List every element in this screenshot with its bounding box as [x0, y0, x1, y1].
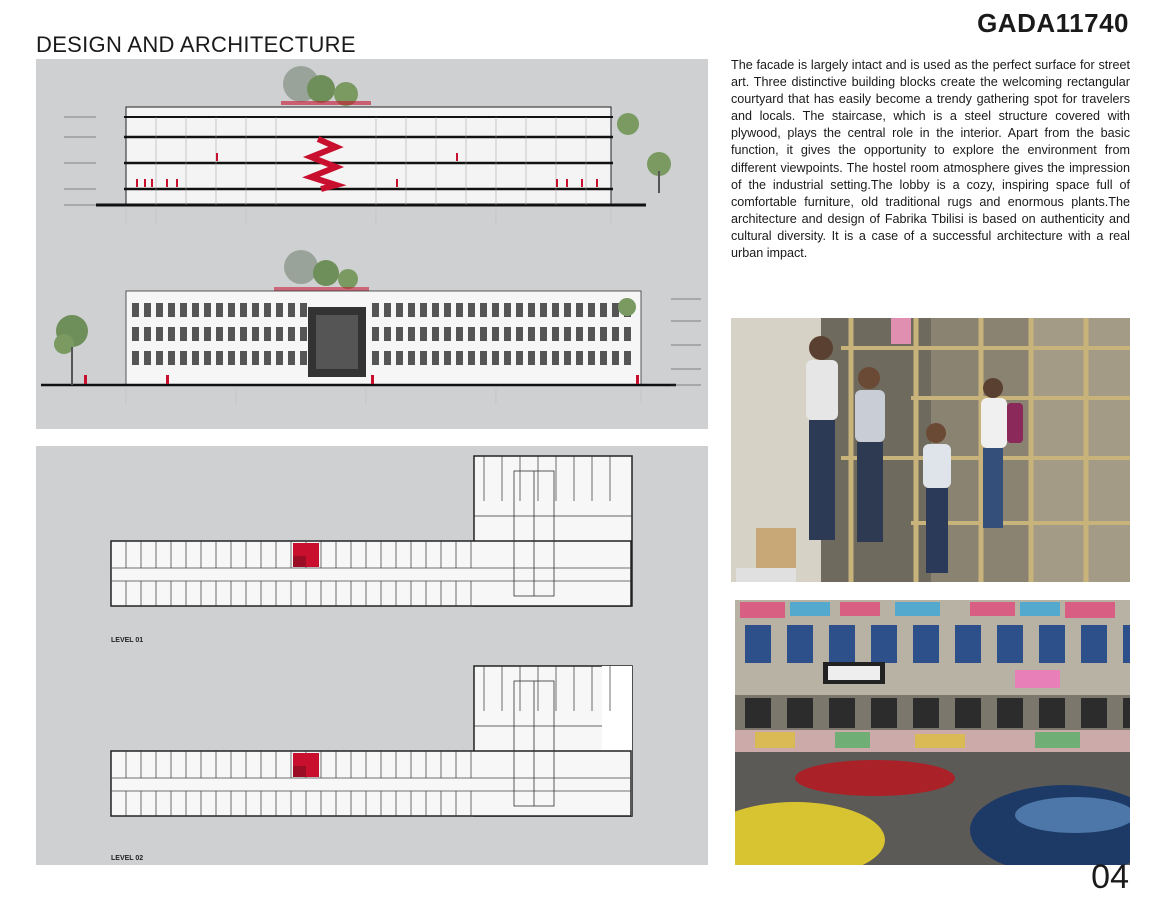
building-elevation	[41, 250, 701, 404]
page-number: 04	[1091, 858, 1129, 896]
floor-plans-drawing	[36, 446, 708, 865]
project-description: The facade is largely intact and is used as the perfect surface for street art. Three distinctive building blocks create the welcoming rectangular courtyard that has easily become a trendy gathering spot for travelers and locals. The staircase, which is a steel structure covered with plywood, plays the central role in the interior. Apart from the basic function, it gives the opportunity to explore the environment from different viewpoints. The hostel room atmosphere gives the impression of the industrial setting.The lobby is a cozy, inspiring space full of comfortable furniture, old traditional rugs and enormous plants.The architecture and design of Fabrika Tbilisi is based on authenticity and cultural diversity. It is a case of a successful architecture with a real urban impact.	[731, 58, 1130, 261]
plan-level-02	[111, 666, 632, 862]
section-elevation-drawing	[36, 59, 708, 429]
floor-plans-panel	[36, 446, 708, 865]
scaffolding-photo-image	[731, 318, 1130, 582]
level-02-label: LEVEL 02	[111, 855, 144, 862]
level-01-label: LEVEL 01	[111, 637, 144, 644]
photo-scaffolding	[731, 318, 1130, 582]
page-title: DESIGN AND ARCHITECTURE	[36, 32, 356, 57]
photo-graffiti-facade	[735, 600, 1130, 865]
plan-level-01	[111, 456, 632, 644]
project-code: GADA11740	[977, 8, 1129, 38]
building-section	[64, 66, 671, 224]
graffiti-facade-photo-image	[735, 600, 1130, 865]
section-elevation-panel	[36, 59, 708, 429]
